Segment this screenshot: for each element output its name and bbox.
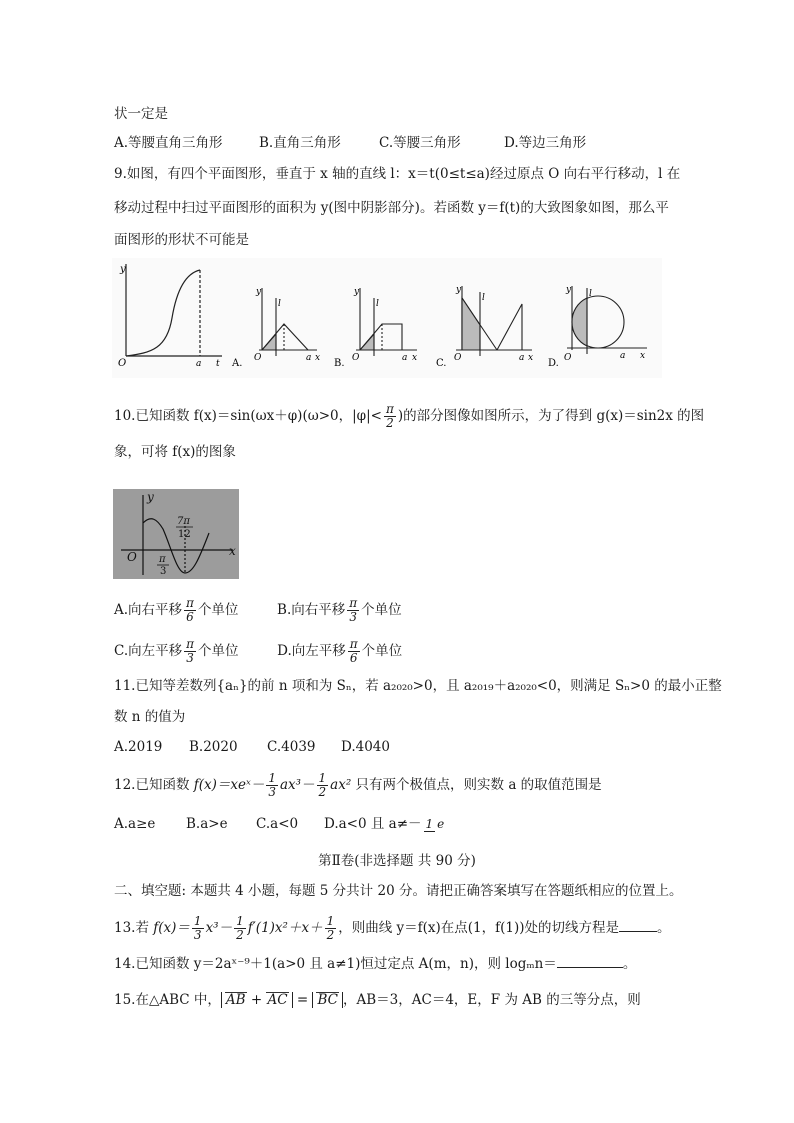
q14-end: 。 bbox=[622, 956, 637, 972]
q14-line bbox=[114, 954, 636, 974]
q12-option-d-text: D.a<0 且 a≠－ bbox=[324, 816, 422, 832]
q13-answer-blank[interactable] bbox=[619, 931, 657, 932]
q10-frac-pi-2 bbox=[384, 403, 396, 430]
q9-figure-b-label: B. bbox=[334, 358, 345, 369]
q10-option-c-unit: 个单位 bbox=[198, 643, 239, 659]
q8-options bbox=[114, 133, 586, 153]
q15-abs-left bbox=[221, 992, 293, 1008]
q9-figure-c-y: y bbox=[456, 285, 462, 295]
q9-figure-c-l: l bbox=[482, 293, 485, 303]
q10-option-d-den: 6 bbox=[349, 651, 358, 665]
q9-figure-b-l: l bbox=[376, 299, 379, 309]
q9-figure-b-origin: O bbox=[352, 353, 360, 363]
q10-line-1 bbox=[114, 403, 704, 430]
q13-post: ，则曲线 y＝f(x)在点(1，f(1))处的切线方程是 bbox=[338, 920, 620, 936]
q13-frac1-num: 1 bbox=[193, 914, 202, 928]
q10-graph-y: y bbox=[147, 490, 154, 504]
q12-frac2-num: 1 bbox=[318, 771, 327, 785]
q10-option-c bbox=[114, 637, 239, 665]
q10-option-d-text: D.向左平移 bbox=[277, 643, 346, 659]
q12-options bbox=[114, 814, 448, 834]
q10-option-c-text: C.向左平移 bbox=[114, 643, 183, 659]
q10-option-b bbox=[277, 596, 402, 624]
q9-main-origin-label: O bbox=[118, 358, 127, 369]
q11-line-1: 11.已知等差数列{aₙ}的前 n 项和为 Sₙ，若 a₂₀₂₀>0，且 a₂₀₁₉＋a₂₀₂₀<0，则满足 Sₙ>0 的最小正整 bbox=[114, 678, 722, 694]
q11-options bbox=[114, 737, 390, 757]
q12-fx: f(x)＝xeˣ－ bbox=[193, 777, 265, 793]
q12-frac1-num: 1 bbox=[268, 771, 276, 785]
q10-option-a-den: 6 bbox=[186, 610, 194, 624]
q9-figure-d-x: x bbox=[640, 351, 646, 361]
q8-option-d: D.等边三角形 bbox=[504, 135, 587, 151]
q15-vec-ab: AB bbox=[225, 992, 246, 1008]
q10-option-b-num: π bbox=[349, 596, 358, 610]
q10-option-c-num: π bbox=[186, 637, 195, 651]
q11-line-2: 数 n 的值为 bbox=[114, 709, 186, 725]
q9-main-t-label: t bbox=[216, 359, 220, 369]
q10-option-a-text: A.向右平移 bbox=[114, 602, 183, 618]
q13-fx: f(x)＝ bbox=[153, 920, 190, 936]
q13-pre: 13.若 bbox=[114, 920, 154, 936]
q9-main-a-label: a bbox=[196, 359, 202, 369]
q14-answer-blank[interactable] bbox=[557, 967, 623, 968]
q9-line-1: 9.如图，有四个平面图形，垂直于 x 轴的直线 l：x＝t(0≤t≤a)经过原点 O 向右平行移动，l 在 bbox=[114, 166, 681, 182]
q12-option-d bbox=[324, 814, 448, 834]
q9-figure-d-label: D. bbox=[548, 358, 559, 369]
q15-eq: = bbox=[292, 992, 313, 1008]
q9-figure-c-origin: O bbox=[454, 353, 462, 363]
q9-figure-a-l: l bbox=[278, 299, 281, 309]
q9-figure-c-label: C. bbox=[436, 358, 447, 369]
q15-post: ，AB＝3，AC＝4，E，F 为 AB 的三等分点，则 bbox=[343, 992, 641, 1008]
fill-blank-instructions: 二、填空题: 本题共 4 小题，每题 5 分共计 20 分。请把正确答案填写在答题纸相应的位置上。 bbox=[114, 883, 683, 899]
q12-line-1 bbox=[114, 772, 602, 799]
q10-option-d-unit: 个单位 bbox=[361, 643, 403, 659]
q9-figure-d-l: l bbox=[589, 289, 592, 299]
q10-frac-num: π bbox=[386, 402, 394, 416]
q10-option-b-den: 3 bbox=[349, 610, 358, 624]
q12-option-a: A.a≥e bbox=[114, 816, 156, 832]
q13-frac2-den: 2 bbox=[236, 928, 244, 942]
q12-frac1-den: 3 bbox=[268, 785, 276, 799]
q12-option-b: B.a>e bbox=[186, 816, 228, 832]
q8-stem-tail: 状一定是 bbox=[114, 106, 168, 122]
q9-figure-a-x: x bbox=[315, 353, 321, 363]
q11-option-d: D.4040 bbox=[341, 739, 390, 755]
q9-figure-d-a: a bbox=[620, 351, 626, 361]
q9-line-2: 移动过程中扫过平面图形的面积为 y(图中阴影部分)。若函数 y＝f(t)的大致图象如图，那么平 bbox=[114, 200, 669, 216]
q9-figures bbox=[112, 258, 662, 378]
q10-option-b-unit: 个单位 bbox=[361, 602, 402, 618]
q9-figure-a-y: y bbox=[256, 287, 262, 297]
q10-graph-pi3-num: π bbox=[159, 554, 166, 565]
q12-option-c: C.a<0 bbox=[256, 816, 299, 832]
q10-graph-x: x bbox=[229, 544, 236, 558]
q13-end: 。 bbox=[657, 920, 671, 936]
q10-option-a bbox=[114, 596, 239, 624]
q9-figure-a-a: a bbox=[306, 353, 312, 363]
q10-graph-7pi12-num: 7π bbox=[177, 516, 190, 527]
q9-line-3: 面图形的形状不可能是 bbox=[114, 232, 249, 248]
q12-option-d-den: e bbox=[437, 816, 445, 831]
q12-ax3: ax³－ bbox=[279, 777, 315, 793]
q15-pre: 15.在△ABC 中， bbox=[114, 992, 221, 1008]
q10-text-a: 10.已知函数 f(x)＝sin(ωx＋φ)(ω>0，|φ|< bbox=[114, 408, 382, 424]
q9-figure-b-a: a bbox=[402, 353, 408, 363]
q10-options-row-1 bbox=[114, 597, 402, 624]
q10-graph-pi3-den: 3 bbox=[160, 566, 167, 577]
q11-option-c: C.4039 bbox=[267, 739, 316, 755]
q8-option-a: A.等腰直角三角形 bbox=[114, 135, 223, 151]
q10-option-b-text: B.向右平移 bbox=[277, 602, 346, 618]
q11-option-b: B.2020 bbox=[189, 739, 238, 755]
q10-graph bbox=[113, 489, 239, 579]
q13-line bbox=[114, 915, 671, 942]
q14-text: 14.已知函数 y＝2aˣ⁻⁹＋1(a>0 且 a≠1)恒过定点 A(m，n)，则 logₘn＝ bbox=[114, 956, 557, 972]
q12-ax2: ax² bbox=[330, 777, 352, 793]
q13-frac1-den: 3 bbox=[193, 928, 202, 942]
q10-line-2: 象，可将 f(x)的图象 bbox=[114, 444, 236, 460]
q9-main-y-label: y bbox=[120, 264, 126, 275]
q13-t2: f′(1)x²＋x＋ bbox=[247, 920, 323, 936]
q13-frac3-num: 1 bbox=[326, 914, 335, 928]
q9-figure-b-y: y bbox=[354, 287, 360, 297]
q8-option-c: C.等腰三角形 bbox=[379, 135, 461, 151]
q10-option-d bbox=[277, 637, 403, 665]
q9-figure-b-x: x bbox=[412, 353, 418, 363]
q11-option-a: A.2019 bbox=[114, 739, 163, 755]
q9-figure-c-a: a bbox=[519, 353, 525, 363]
q12-pre: 12.已知函数 bbox=[114, 777, 194, 793]
section-2-title: 第Ⅱ卷(非选择题 共 90 分) bbox=[318, 853, 476, 869]
q8-option-b: B.直角三角形 bbox=[259, 135, 341, 151]
q10-options-row-2 bbox=[114, 638, 402, 665]
q15-plus: + bbox=[246, 992, 267, 1008]
q12-option-d-num: 1 bbox=[425, 816, 434, 831]
q10-graph-7pi12-den: 12 bbox=[178, 529, 191, 540]
q15-line bbox=[114, 990, 641, 1010]
q15-vec-bc: BC bbox=[317, 992, 338, 1008]
q12-frac2-den: 2 bbox=[318, 785, 327, 799]
q13-frac3-den: 2 bbox=[326, 928, 335, 942]
q9-figure-d-origin: O bbox=[564, 353, 572, 363]
q12-post: 只有两个极值点，则实数 a 的取值范围是 bbox=[351, 777, 602, 793]
q9-figure-d-y: y bbox=[566, 285, 572, 295]
q9-figure-c-x: x bbox=[528, 353, 534, 363]
q9-figure-a-origin: O bbox=[254, 353, 262, 363]
q15-abs-right bbox=[312, 992, 343, 1008]
q10-option-a-num: π bbox=[186, 596, 194, 610]
q13-t1: x³－ bbox=[205, 920, 233, 936]
q15-vec-ac: AC bbox=[267, 992, 288, 1008]
q10-frac-den: 2 bbox=[386, 416, 394, 430]
q10-option-c-den: 3 bbox=[186, 651, 194, 665]
q10-option-a-unit: 个单位 bbox=[197, 602, 239, 618]
q10-option-d-num: π bbox=[349, 637, 358, 651]
q13-frac2-num: 1 bbox=[236, 914, 244, 928]
q10-text-b: )的部分图像如图所示，为了得到 g(x)＝sin2x 的图 bbox=[397, 408, 705, 424]
q10-graph-origin: O bbox=[127, 550, 137, 564]
q9-figure-a-label: A. bbox=[232, 358, 243, 369]
